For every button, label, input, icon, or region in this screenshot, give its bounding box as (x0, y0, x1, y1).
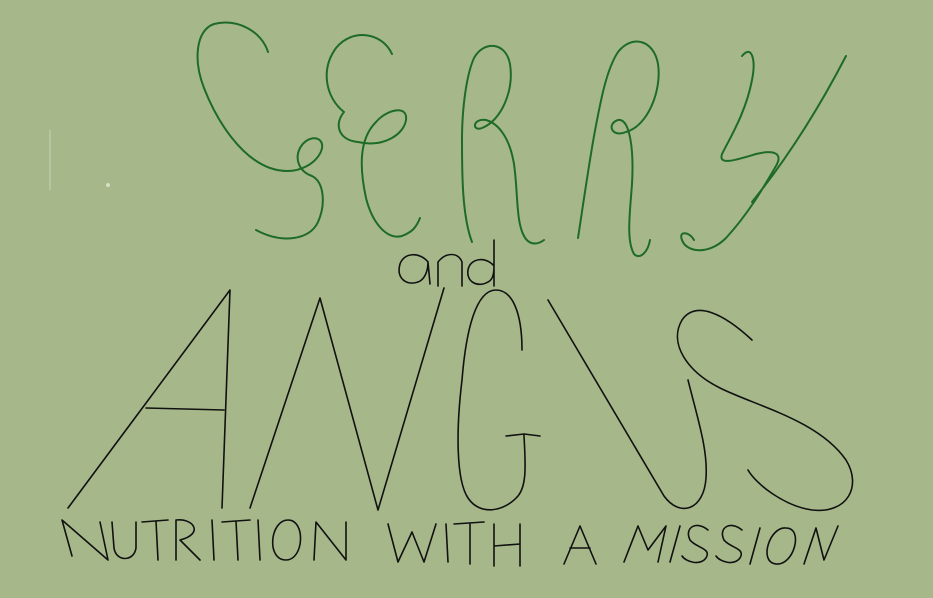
letter-r-first (462, 46, 544, 244)
letter-d-small (468, 240, 494, 286)
letter-g-large (458, 290, 540, 510)
letter-r-second (578, 42, 659, 257)
tag-letter-n3 (804, 526, 838, 564)
tag-letter-r (176, 520, 200, 560)
tag-letter-a (564, 526, 596, 564)
and-word (399, 240, 494, 286)
letter-g (198, 23, 323, 239)
tag-letter-i5 (750, 528, 760, 564)
tag-letter-t1 (142, 520, 168, 560)
tag-letter-s2 (716, 525, 742, 562)
speck-dot (106, 183, 110, 187)
tag-letter-t2 (222, 520, 250, 560)
letter-s-large (677, 311, 852, 511)
tag-letter-t3 (454, 522, 484, 564)
gerry-wordmark (198, 23, 846, 256)
tag-letter-o2 (767, 528, 795, 564)
tag-letter-i4 (670, 526, 680, 562)
tag-letter-i3 (446, 524, 448, 562)
tag-letter-u (112, 522, 136, 559)
letter-u-large (548, 300, 706, 508)
tag-letter-i2 (258, 520, 260, 560)
tag-letter-m (624, 526, 666, 562)
tag-letter-h (494, 524, 520, 566)
tag-letter-n2 (314, 522, 346, 560)
tag-letter-w (388, 524, 436, 562)
tag-letter-i1 (212, 520, 214, 560)
angus-wordmark (68, 288, 853, 510)
letter-e (327, 35, 420, 237)
tag-letter-s1 (682, 525, 708, 562)
letter-n-small (438, 255, 462, 287)
tag-letter-n (62, 520, 108, 560)
letter-a-large (68, 290, 230, 508)
tag-letter-o (273, 520, 301, 560)
letter-y (681, 52, 846, 250)
letter-a-small (399, 255, 430, 284)
letter-n-large (250, 288, 444, 510)
tagline (62, 520, 838, 566)
